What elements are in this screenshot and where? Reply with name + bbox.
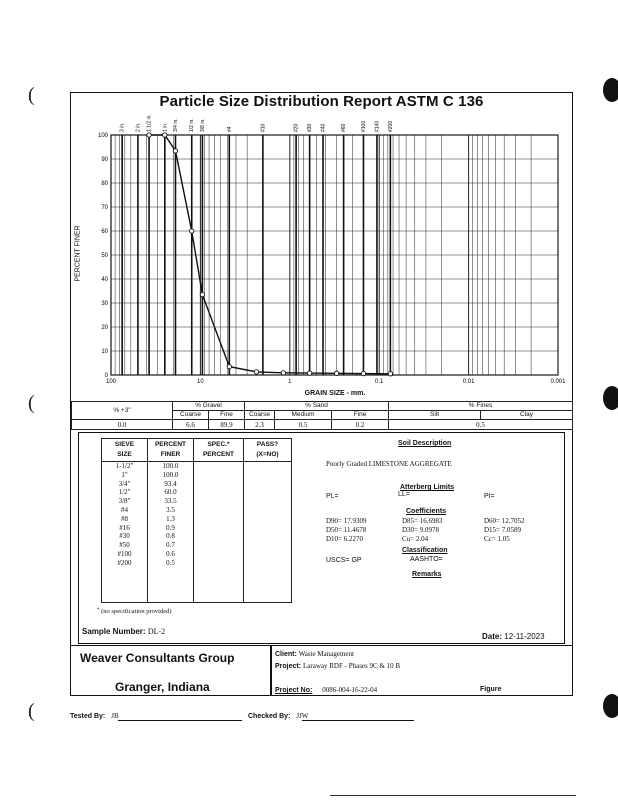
sieve-size-label: #30 xyxy=(307,123,314,132)
coef-d30: D30= 9.0978 xyxy=(402,526,440,534)
val-fines: 0.5 xyxy=(389,420,573,430)
y-tick-label: 30 xyxy=(101,301,108,307)
plus3-header: % +3" xyxy=(72,402,173,420)
data-point xyxy=(173,149,177,153)
sub-fine-sand: Fine xyxy=(332,411,389,420)
sub-fine-gravel: Fine xyxy=(209,411,245,420)
sieve-header-line2: SIZE xyxy=(117,451,132,458)
tested-by-value: JB xyxy=(111,712,119,720)
table-cell: 33.5 xyxy=(164,497,177,506)
date-value: 12-11-2023 xyxy=(504,632,545,641)
val-plus3: 0.0 xyxy=(72,420,173,430)
figure-label: Figure xyxy=(480,686,502,693)
table-cell: 100.0 xyxy=(162,462,179,470)
finer-header-line2: FINER xyxy=(160,451,181,458)
title-block-divider xyxy=(270,645,272,695)
data-point xyxy=(307,371,311,375)
table-row: #4 xyxy=(121,505,128,514)
table-cell: 93.4 xyxy=(164,479,177,488)
table-row: 1" xyxy=(121,470,128,479)
pass-header-line1: PASS? xyxy=(256,441,279,448)
classification-heading: Classification xyxy=(402,547,448,554)
val-coarse-gravel: 6.6 xyxy=(173,420,209,430)
table-cell: 0.8 xyxy=(166,532,175,541)
x-tick-label: 100 xyxy=(105,379,117,385)
data-point xyxy=(200,292,204,296)
gravel-header: % Gravel xyxy=(173,402,245,411)
y-axis-label: PERCENT FINER xyxy=(74,225,82,282)
sieve-size-label: 1 1/2 in. xyxy=(146,114,153,132)
remarks-heading: Remarks xyxy=(412,571,442,578)
sieve-size-column xyxy=(102,462,148,603)
coef-d85: D85= 16.6983 xyxy=(402,517,443,525)
table-row: #100 xyxy=(117,549,132,558)
table-row: 1/2" xyxy=(118,488,131,497)
table-row: #50 xyxy=(119,541,130,550)
sieve-table xyxy=(101,438,292,603)
table-row: #16 xyxy=(119,523,130,532)
data-point xyxy=(281,371,285,375)
y-tick-label: 90 xyxy=(101,157,108,163)
company-name: Weaver Consultants Group xyxy=(80,651,235,665)
coef-d10: D10= 6.2270 xyxy=(326,535,364,543)
data-point xyxy=(334,371,338,375)
x-tick-label: 0.1 xyxy=(375,379,384,385)
project-number-line xyxy=(275,686,377,694)
sieve-size-label: #20 xyxy=(293,123,300,132)
sub-coarse-gravel: Coarse xyxy=(173,411,209,420)
table-row: #8 xyxy=(121,514,128,523)
sieve-size-label: 2 in. xyxy=(135,122,142,132)
client-line xyxy=(275,650,354,658)
table-cell: 100.0 xyxy=(162,470,179,479)
pass-column xyxy=(244,462,292,603)
soil-description-heading: Soil Description xyxy=(398,440,452,447)
coef-d60: D60= 12.7052 xyxy=(484,517,525,525)
sieve-size-label: #4 xyxy=(226,126,233,132)
sieve-header-line1: SIEVE xyxy=(114,441,135,448)
gradation-summary-table xyxy=(71,401,573,430)
page-bottom-rule xyxy=(330,795,576,796)
client-label: Client: xyxy=(275,651,297,658)
sub-silt: Silt xyxy=(389,411,481,420)
table-row: 3/8" xyxy=(118,497,131,506)
table-cell: 60.0 xyxy=(164,488,177,497)
atterberg-pl: PL= xyxy=(326,493,339,500)
soil-description-text: Poorly Graded LIMESTONE AGGREGATE xyxy=(326,460,452,468)
checked-by-label: Checked By: xyxy=(248,713,291,720)
margin-paren-2: ( xyxy=(28,392,35,414)
uscs-classification: USCS= GP xyxy=(326,557,362,564)
x-tick-label: 0.001 xyxy=(550,379,566,385)
gradation-curve xyxy=(149,135,390,374)
table-cell: 0.5 xyxy=(166,558,175,567)
tested-by-line xyxy=(118,720,242,721)
footnote-asterisk: * xyxy=(97,608,100,613)
pass-header xyxy=(244,439,292,462)
x-tick-label: 0.01 xyxy=(462,379,475,385)
margin-paren-1: ( xyxy=(28,84,35,106)
table-row: #200 xyxy=(117,558,132,567)
coef-d15: D15= 7.0589 xyxy=(484,526,522,534)
checked-by-line xyxy=(302,720,414,721)
sieve-size-label: 1/2 in. xyxy=(189,118,196,132)
x-axis-label: GRAIN SIZE - mm. xyxy=(304,390,366,397)
sieve-size-label: #10 xyxy=(260,123,267,132)
data-point xyxy=(163,133,167,137)
y-tick-label: 0 xyxy=(104,373,108,379)
val-coarse-sand: 2.3 xyxy=(245,420,275,430)
atterberg-heading: Atterberg Limits xyxy=(400,484,455,491)
project-label: Project: xyxy=(275,663,302,670)
sieve-size-label: 3 in. xyxy=(119,122,126,132)
val-fine-gravel: 89.9 xyxy=(209,420,245,430)
company-location: Granger, Indiana xyxy=(115,680,210,694)
y-tick-label: 100 xyxy=(97,133,108,139)
x-tick-label: 1 xyxy=(288,379,292,385)
percent-finer-column xyxy=(148,462,194,603)
client-value: Waste Management xyxy=(298,650,354,658)
y-tick-label: 40 xyxy=(101,277,108,283)
checked-by xyxy=(248,712,308,720)
date-label: Date: xyxy=(482,632,503,641)
project-value: Laraway RDF - Phases 9C & 10 B xyxy=(303,662,401,670)
spec-header-line1: SPEC.* xyxy=(207,441,230,448)
margin-paren-3: ( xyxy=(28,700,35,722)
coef-cu: Cu= 2.04 xyxy=(402,535,429,543)
data-point xyxy=(147,133,151,137)
table-cell: 0.6 xyxy=(166,549,175,558)
coef-cc: Cc= 1.05 xyxy=(484,535,510,543)
coefficients-heading: Coefficients xyxy=(406,508,447,515)
spec-column xyxy=(194,462,244,603)
table-cell: 0.9 xyxy=(166,523,175,532)
coef-d50: D50= 11.4678 xyxy=(326,526,367,534)
project-number-label: Project No: xyxy=(275,687,313,694)
report-title: Particle Size Distribution Report ASTM C 136 xyxy=(159,93,484,110)
project-line xyxy=(275,662,400,670)
data-point xyxy=(190,229,194,233)
sample-date xyxy=(482,632,545,641)
table-row: 3/4" xyxy=(118,479,131,488)
fines-header: % Fines xyxy=(389,402,573,411)
x-tick-label: 10 xyxy=(197,379,204,385)
sub-medium-sand: Medium xyxy=(275,411,332,420)
tested-by xyxy=(70,712,119,720)
project-number-value: 0086-004-16-22-04 xyxy=(322,686,378,694)
data-point xyxy=(361,371,365,375)
percent-finer-header xyxy=(148,439,194,462)
sieve-size-label: 3/4 in. xyxy=(172,118,179,132)
atterberg-ll: LL= xyxy=(398,491,410,498)
sieve-size-label: #200 xyxy=(387,120,394,132)
coef-d90: D90= 17.9309 xyxy=(326,517,367,525)
data-point xyxy=(388,372,392,376)
finer-header-line1: PERCENT xyxy=(154,441,187,448)
punch-hole-3 xyxy=(603,694,618,718)
sieve-size-label: #40 xyxy=(320,123,327,132)
y-tick-label: 70 xyxy=(101,205,108,211)
sub-clay: Clay xyxy=(481,411,573,420)
table-cell: 0.7 xyxy=(166,541,175,550)
data-point xyxy=(227,364,231,368)
val-fine-sand: 0.2 xyxy=(332,420,389,430)
y-tick-label: 20 xyxy=(101,325,108,331)
spec-footnote xyxy=(97,608,172,615)
checked-by-value: JJW xyxy=(296,712,309,720)
sand-header: % Sand xyxy=(245,402,389,411)
y-tick-label: 60 xyxy=(101,229,108,235)
sieve-size-label: 1 in. xyxy=(162,122,169,132)
y-tick-label: 80 xyxy=(101,181,108,187)
table-cell: 3.5 xyxy=(166,505,175,514)
y-tick-label: 50 xyxy=(101,253,108,259)
sieve-size-label: 3/8 in. xyxy=(199,118,206,132)
atterberg-pi: PI= xyxy=(484,493,495,500)
sieve-size-label: #60 xyxy=(341,123,348,132)
sample-number-label: Sample Number: xyxy=(82,627,146,636)
spec-percent-header xyxy=(194,439,244,462)
sample-number xyxy=(82,627,165,636)
aashto-classification: AASHTO= xyxy=(410,556,443,563)
footnote-text: (no specification provided) xyxy=(101,608,172,615)
table-cell: 1.3 xyxy=(166,514,175,523)
table-row: 1-1/2" xyxy=(115,462,134,470)
pass-header-line2: (X=NO) xyxy=(256,451,279,458)
sample-number-value: DL-2 xyxy=(147,627,166,636)
table-row: #30 xyxy=(119,532,130,541)
sieve-size-label: #100 xyxy=(360,120,367,132)
sub-coarse-sand: Coarse xyxy=(245,411,275,420)
sieve-size-header xyxy=(102,439,148,462)
tested-by-label: Tested By: xyxy=(70,713,106,720)
val-medium-sand: 0.5 xyxy=(275,420,332,430)
sieve-size-label: #140 xyxy=(374,120,381,132)
data-point xyxy=(254,370,258,374)
y-tick-label: 10 xyxy=(101,349,108,355)
spec-header-line2: PERCENT xyxy=(202,451,235,458)
